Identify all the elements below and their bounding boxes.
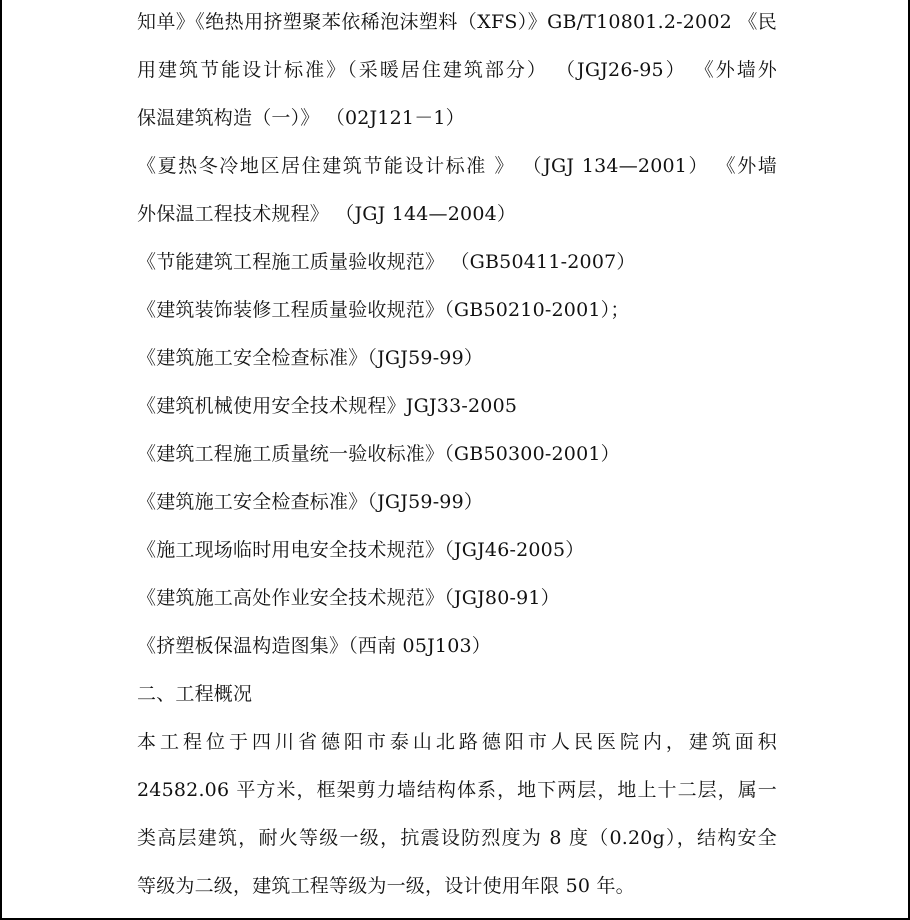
text-line: 等级为二级，建筑工程等级为一级，设计使用年限 50 年。	[137, 875, 635, 897]
text-line: 《夏热冬冷地区居住建筑节能设计标准 》 （JGJ 134—2001） 《外墙	[137, 155, 777, 177]
text-line: 外保温工程技术规程》 （JGJ 144—2004）	[137, 203, 517, 225]
page-border-left	[0, 0, 2, 920]
document-body	[137, 0, 777, 912]
text-line: 24582.06 平方米，框架剪力墙结构体系，地下两层，地上十二层，属一	[137, 779, 777, 801]
text-line: 《建筑施工安全检查标准》（JGJ59-99）	[137, 347, 484, 369]
text-line: 《建筑装饰装修工程质量验收规范》（GB50210-2001）；	[137, 299, 630, 321]
text-line: 《建筑施工高处作业安全技术规范》（JGJ80-91）	[137, 587, 560, 609]
text-line: 保温建筑构造（一）》 （02J121－1）	[137, 107, 465, 129]
text-line: 类高层建筑，耐火等级一级，抗震设防烈度为 8 度（0.20g），结构安全	[137, 827, 777, 849]
text-line: 《建筑机械使用安全技术规程》JGJ33-2005	[137, 395, 518, 417]
text-line: 本工程位于四川省德阳市泰山北路德阳市人民医院内，建筑面积	[137, 731, 777, 753]
section-heading: 二、工程概况	[137, 683, 253, 705]
text-line: 知单》《绝热用挤塑聚苯依稀泡沫塑料（XFS）》GB/T10801.2-2002 《民	[137, 11, 777, 33]
text-line: 《建筑工程施工质量统一验收标准》（GB50300-2001）	[137, 443, 620, 465]
text-line: 用建筑节能设计标准》（采暖居住建筑部分） （JGJ26-95） 《外墙外	[137, 59, 777, 81]
text-line: 《节能建筑工程施工质量验收规范》 （GB50411-2007）	[137, 251, 636, 273]
text-line: 《施工现场临时用电安全技术规范》（JGJ46-2005）	[137, 539, 585, 561]
text-line: 《挤塑板保温构造图集》（西南 05J103）	[137, 635, 491, 657]
text-line: 《建筑施工安全检查标准》（JGJ59-99）	[137, 491, 484, 513]
